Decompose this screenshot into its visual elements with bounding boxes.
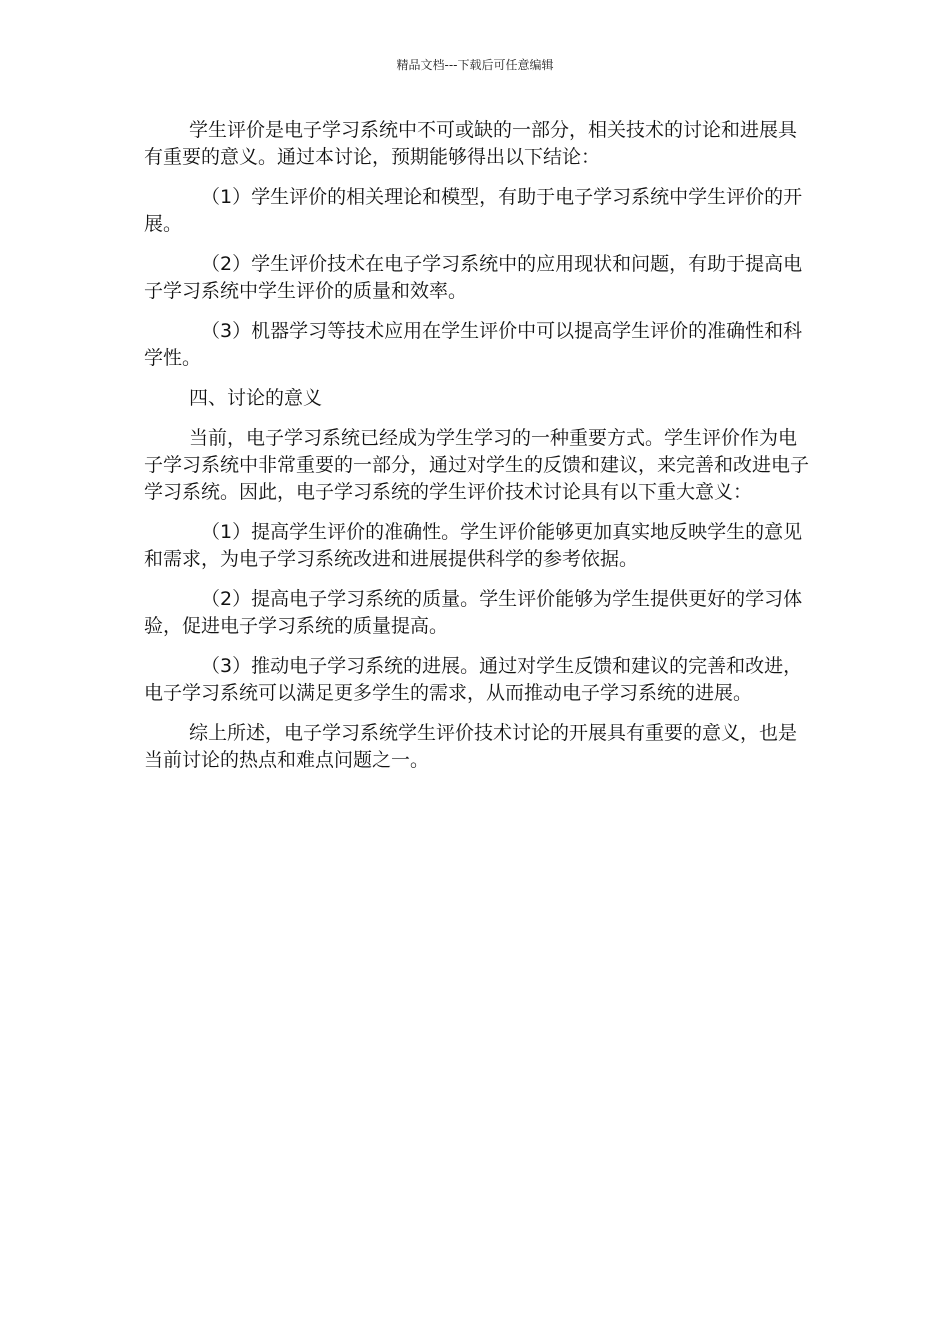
significance-paragraph: 当前，电子学习系统已经成为学生学习的一种重要方式。学生评价作为电子学习系统中非常重要的一部分，通过对学生的反馈和建议，来完善和改进电子学习系统。因此，电子学习系统的学生评价技术讨论具有以下重大意义： [144,427,810,503]
conclusion-item-3: （3）机器学习等技术应用在学生评价中可以提高学生评价的准确性和科学性。 [144,320,803,369]
significance-item-2: （2）提高电子学习系统的质量。学生评价能够为学生提供更好的学习体验，促进电子学习系统的质量提高。 [144,588,803,637]
document-body [144,117,809,787]
section-heading: 四、讨论的意义 [189,387,323,409]
conclusion-item-1: （1）学生评价的相关理论和模型，有助于电子学习系统中学生评价的开展。 [144,186,803,235]
significance-item-1: （1）提高学生评价的准确性。学生评价能够更加真实地反映学生的意见和需求，为电子学习系统改进和进展提供科学的参考依据。 [144,521,803,570]
page-header: 精品文档---下载后可任意编辑 [396,58,554,72]
summary-paragraph: 综上所述，电子学习系统学生评价技术讨论的开展具有重要的意义，也是当前讨论的热点和难点问题之一。 [144,722,798,771]
intro-paragraph: 学生评价是电子学习系统中不可或缺的一部分，相关技术的讨论和进展具有重要的意义。通过本讨论，预期能够得出以下结论： [144,119,798,168]
significance-item-3: （3）推动电子学习系统的进展。通过对学生反馈和建议的完善和改进，电子学习系统可以满足更多学生的需求，从而推动电子学习系统的进展。 [144,655,803,704]
conclusion-item-2: （2）学生评价技术在电子学习系统中的应用现状和问题，有助于提高电子学习系统中学生评价的质量和效率。 [144,253,803,302]
